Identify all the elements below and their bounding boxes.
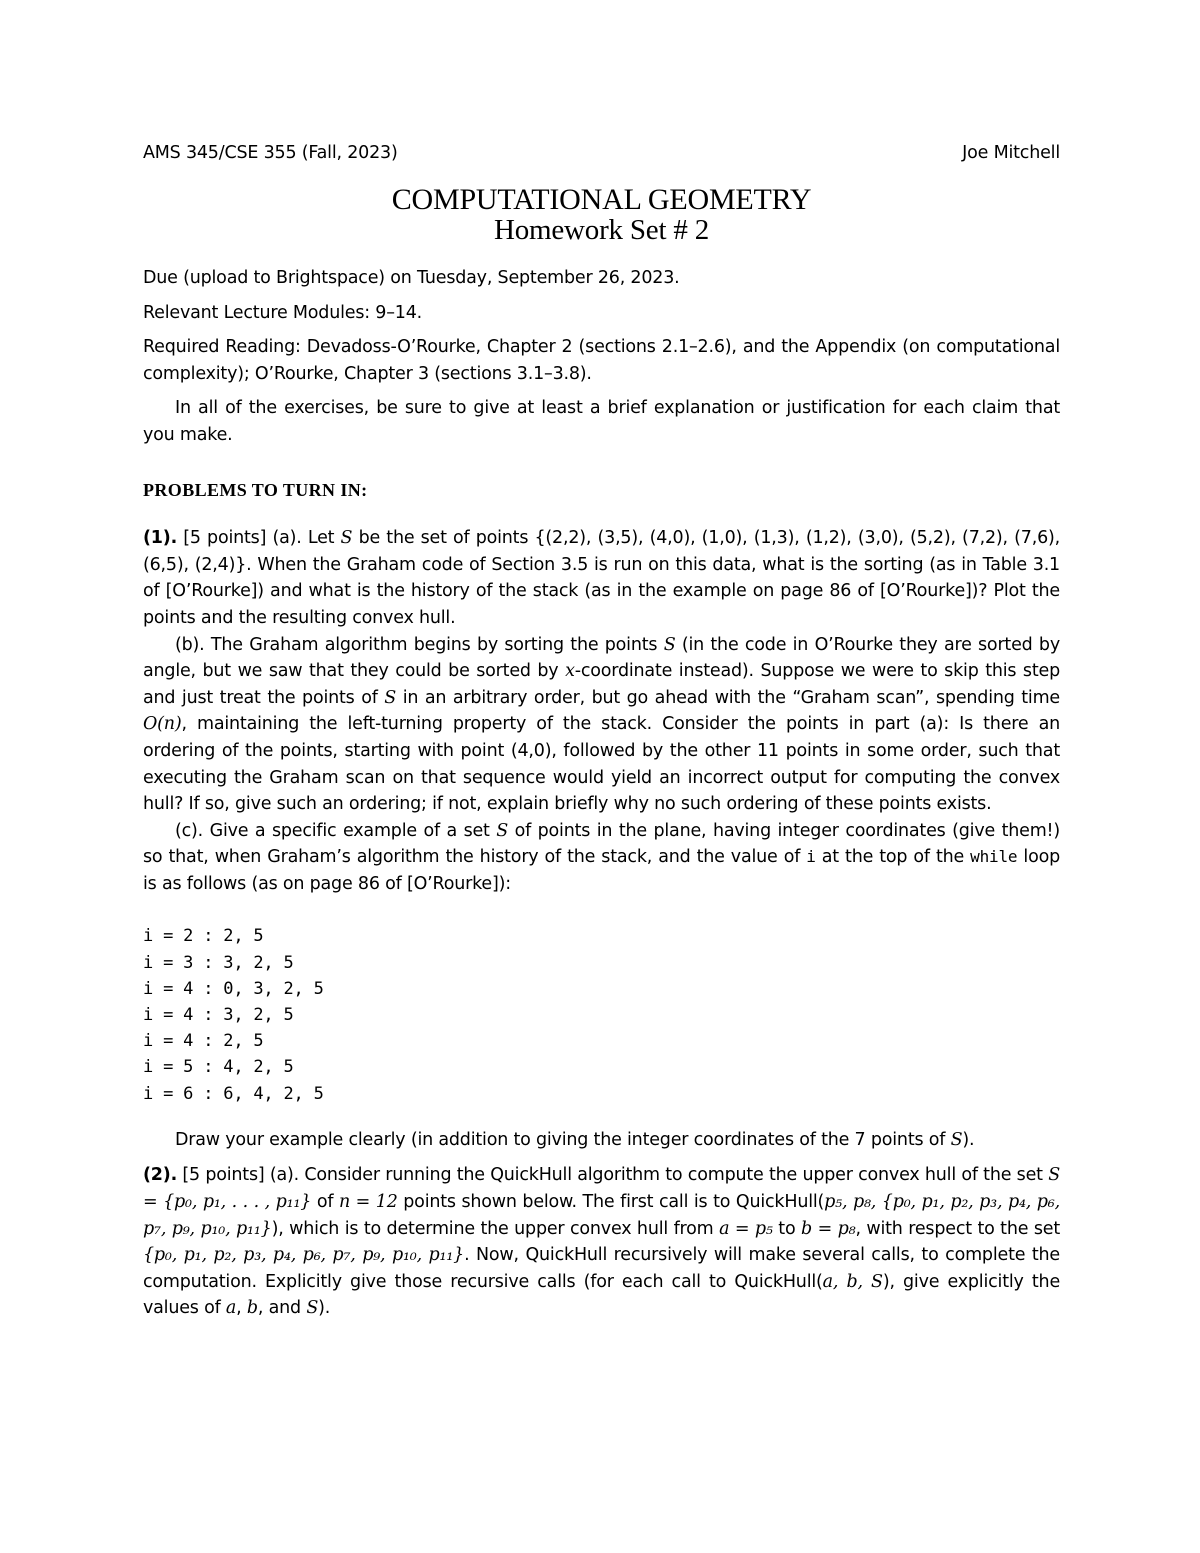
problem-1-part-a: [143, 525, 1060, 631]
stack-line: i = 6 : 6, 4, 2, 5: [143, 1083, 324, 1104]
title-sub: Homework Set # 2: [493, 214, 710, 246]
text-run: ), give explicitly the values of: [143, 1271, 1061, 1319]
math-symbol: S: [306, 1298, 319, 1319]
text-run: , and: [257, 1298, 307, 1319]
code-symbol: i: [806, 847, 816, 867]
stack-line: i = 4 : 0, 3, 2, 5: [143, 978, 324, 999]
text-run: of points in the plane, having integer coordinates (give them!) so that, when Graham’s algorithm the history of the stack, and the value of: [143, 820, 1060, 868]
text-run: , maintaining the left-turning property of the stack. Consider the points in part (a): Is there an ordering of the points, starting with point (4,0), followed by the other 11 points in some order, such that executing the Graham scan on that sequence would yield an incorrect output for computing the convex hull? If so, give such an ordering; if not, explain briefly why no such ordering of these points exists.: [143, 714, 1060, 815]
homework-page: [143, 140, 1060, 1322]
text-run: , with respect to the set: [855, 1218, 1061, 1239]
text-run: in an arbitrary order, but go ahead with the “Graham scan”, spending time: [396, 687, 1061, 708]
text-run: loop is as follows (as on page 86 of [O’Rourke]):: [143, 847, 1060, 894]
problem-1-draw-instruction: [143, 1127, 1060, 1154]
text-run: Draw your example clearly (in addition to giving the integer coordinates of the 7 points of: [175, 1129, 951, 1150]
instructions: In all of the exercises, be sure to give at least a brief explanation or justification for each claim that you make.: [143, 398, 1060, 445]
math-symbol: S: [340, 528, 353, 549]
text-run: ,: [236, 1298, 247, 1319]
math-expression: S = {p₀, p₁, . . . , p₁₁}: [143, 1165, 1060, 1213]
stack-line: i = 2 : 2, 5: [143, 926, 264, 947]
document-title: [143, 185, 1060, 245]
text-run: -coordinate instead). Suppose we were to skip this step and just treat the points of: [143, 661, 1060, 708]
lecture-modules: Relevant Lecture Modules: 9–14.: [143, 302, 423, 323]
stack-line: i = 3 : 3, 2, 5: [143, 952, 294, 973]
math-expression: p₅, p₈, {p₀, p₁, p₂, p₃, p₄, p₆, p₇, p₉, p₁₀, p₁₁}: [143, 1192, 1060, 1239]
math-symbol: S: [496, 820, 509, 841]
math-symbol: x: [565, 661, 575, 682]
text-run: of: [311, 1192, 339, 1213]
due-date: Due (upload to Brightspace) on Tuesday, September 26, 2023.: [143, 268, 680, 288]
title-main: COMPUTATIONAL GEOMETRY: [391, 183, 812, 216]
text-run: points shown below. The first call is to QuickHull(: [397, 1192, 825, 1213]
required-reading: Required Reading: Devadoss-O’Rourke, Chapter 2 (sections 2.1–2.6), and the Appendix (on computational complexity); O’Rourke, Chapter 3 (sections 3.1–3.8).: [143, 337, 1060, 384]
math-expression: n = 12: [338, 1192, 398, 1213]
text-run: [5 points] (a). Consider running the QuickHull algorithm to compute the upper convex hull of the set: [177, 1165, 1049, 1186]
math-expression: a, b, S: [822, 1271, 883, 1292]
text-run: [5 points] (a). Let: [177, 528, 341, 549]
math-symbol: b: [246, 1298, 258, 1319]
text-run: (in the code in O’Rourke they are sorted by angle, but we saw that they could be sorted by: [143, 634, 1060, 682]
math-expression: b = p₈: [801, 1218, 856, 1239]
instructor-name: Joe Mitchell: [962, 143, 1060, 163]
text-run: (c). Give a specific example of a set: [175, 820, 497, 841]
math-symbol: a: [225, 1298, 237, 1319]
text-run: (b). The Graham algorithm begins by sorting the points: [175, 634, 664, 655]
text-run: ), which is to determine the upper convex hull from: [271, 1218, 720, 1239]
math-symbol: S: [950, 1129, 963, 1150]
problem-number: (2).: [143, 1165, 178, 1186]
stack-line: i = 4 : 3, 2, 5: [143, 1005, 294, 1026]
stack-line: i = 5 : 4, 2, 5: [143, 1057, 294, 1078]
math-expression: a = p₅: [719, 1218, 773, 1239]
problem-2-part-a: [143, 1162, 1060, 1322]
problem-1-part-b: [143, 632, 1060, 818]
math-symbol: S: [384, 687, 397, 708]
text-run: ).: [318, 1298, 331, 1319]
math-symbol: S: [663, 634, 676, 655]
text-run: ).: [962, 1129, 975, 1150]
section-heading: PROBLEMS TO TURN IN:: [143, 479, 368, 500]
text-run: to: [772, 1218, 802, 1239]
stack-history: [143, 923, 1060, 1106]
problem-number: (1).: [143, 528, 178, 549]
math-expression: {p₀, p₁, p₂, p₃, p₄, p₆, p₇, p₉, p₁₀, p₁₁}: [143, 1245, 465, 1266]
text-run: be the set of points {(2,2), (3,5), (4,0), (1,0), (1,3), (1,2), (3,0), (5,2), (7,2), (7,6), (6,5), (2,4)}. When the Graham code of Section 3.5 is run on this data, what is the sorting (as in Table 3.1 of [O’Rourke]) and what is the history of the stack (as in the example on page 86 of [O’Rourke])? Plot the points and the resulting convex hull.: [143, 528, 1060, 628]
text-run: . Now, QuickHull recursively will make several calls, to complete the computation. Explicitly give those recursive calls (for each call to QuickHull(: [143, 1245, 1060, 1292]
math-symbol: O(n): [143, 714, 182, 735]
stack-line: i = 4 : 2, 5: [143, 1031, 264, 1052]
page-header: [143, 140, 1060, 170]
course-label: AMS 345/CSE 355 (Fall, 2023): [143, 143, 398, 163]
code-keyword: while: [970, 847, 1018, 867]
text-run: at the top of the: [815, 847, 971, 868]
problem-1-part-c: [143, 818, 1060, 898]
